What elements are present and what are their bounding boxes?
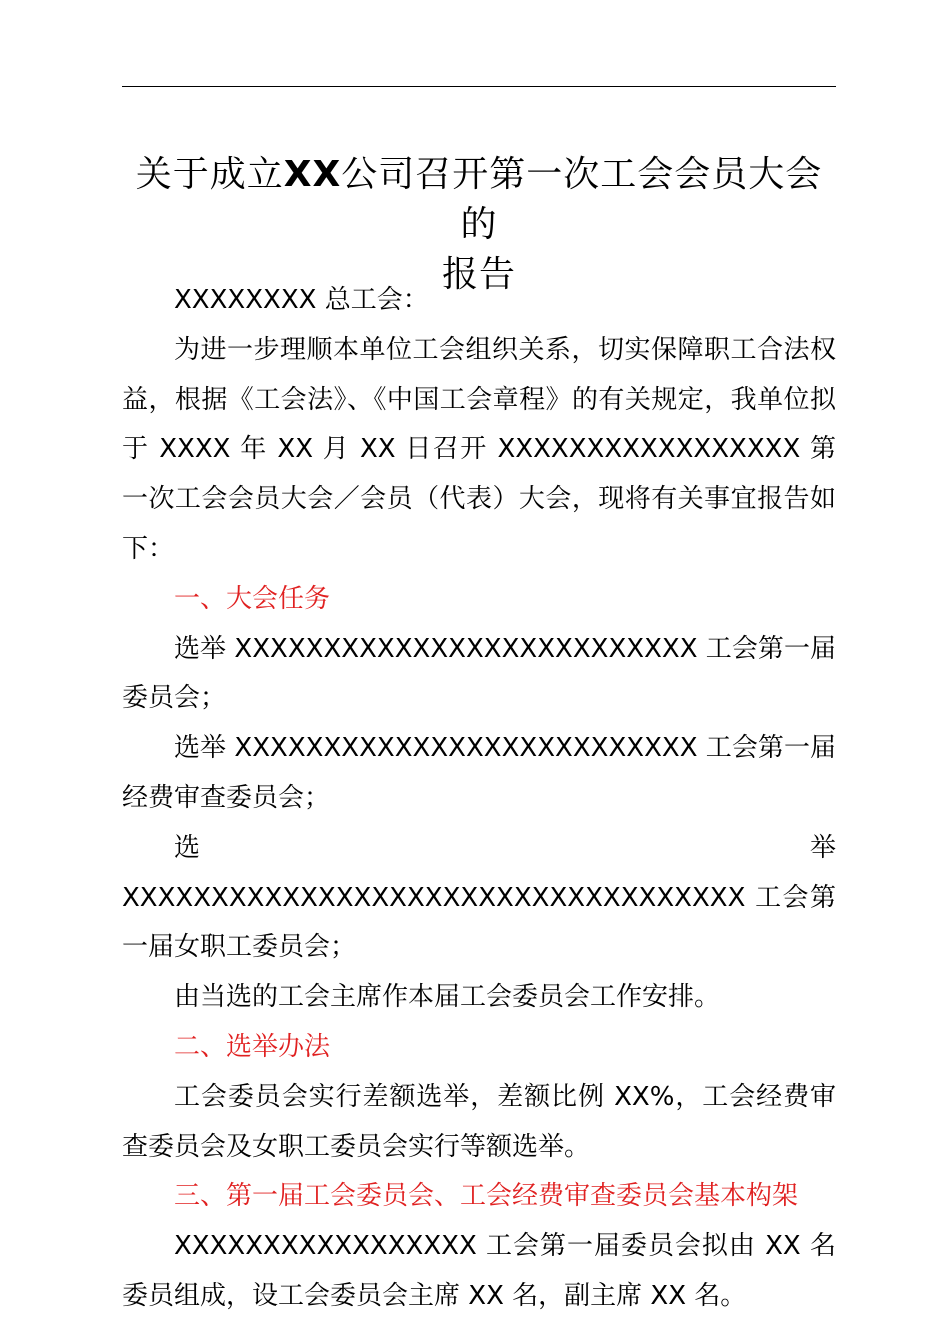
section-2-heading: 二、选举办法 bbox=[174, 1031, 331, 1062]
title-line-2: 报告 bbox=[441, 254, 516, 295]
section-1-item-4: 由当选的工会主席作本届工会委员会工作安排。 bbox=[174, 982, 721, 1013]
section-1-item-2: 选举 XXXXXXXXXXXXXXXXXXXXXXXXXX 工会第一届经费审查委员会； bbox=[122, 733, 836, 813]
intro-paragraph: 为进一步理顺本单位工会组织关系，切实保障职工合法权益，根据《工会法》、《中国工会章程》的有关规定，我单位拟于 XXXX 年 XX 月 XX 日召开 XXXXXXXXXXXXXXXXX 第一次工会会员大会／会员（代表）大会，现将有关事宜报告如下： bbox=[122, 334, 836, 564]
title-line-1 bbox=[122, 150, 836, 250]
section-3-paragraph: XXXXXXXXXXXXXXXXX 工会第一届委员会拟由 XX 名委员组成，设工会委员会主席 XX 名，副主席 XX 名。 bbox=[122, 1231, 836, 1311]
document-body bbox=[122, 276, 836, 1322]
section-3-heading: 三、第一届工会委员会、工会经费审查委员会基本构架 bbox=[174, 1181, 799, 1212]
section-2-paragraph: 工会委员会实行差额选举，差额比例 XX%，工会经费审查委员会及女职工委员会实行等额选举。 bbox=[122, 1081, 836, 1162]
title-xx: XX bbox=[283, 154, 342, 195]
title-part-1: 关于成立 bbox=[135, 154, 284, 195]
title-part-2: 公司召开第一次工会会员大会的 bbox=[341, 154, 823, 245]
section-1-heading: 一、大会任务 bbox=[174, 583, 331, 614]
salutation: XXXXXXXX 总工会： bbox=[174, 285, 429, 315]
section-1-item-3: 选举 XXXXXXXXXXXXXXXXXXXXXXXXXXXXXXXXXXX 工会第一届女职工委员会； bbox=[122, 832, 836, 963]
section-1-item-1: 选举 XXXXXXXXXXXXXXXXXXXXXXXXXX 工会第一届委员会； bbox=[122, 633, 836, 714]
header-rule bbox=[122, 86, 836, 87]
